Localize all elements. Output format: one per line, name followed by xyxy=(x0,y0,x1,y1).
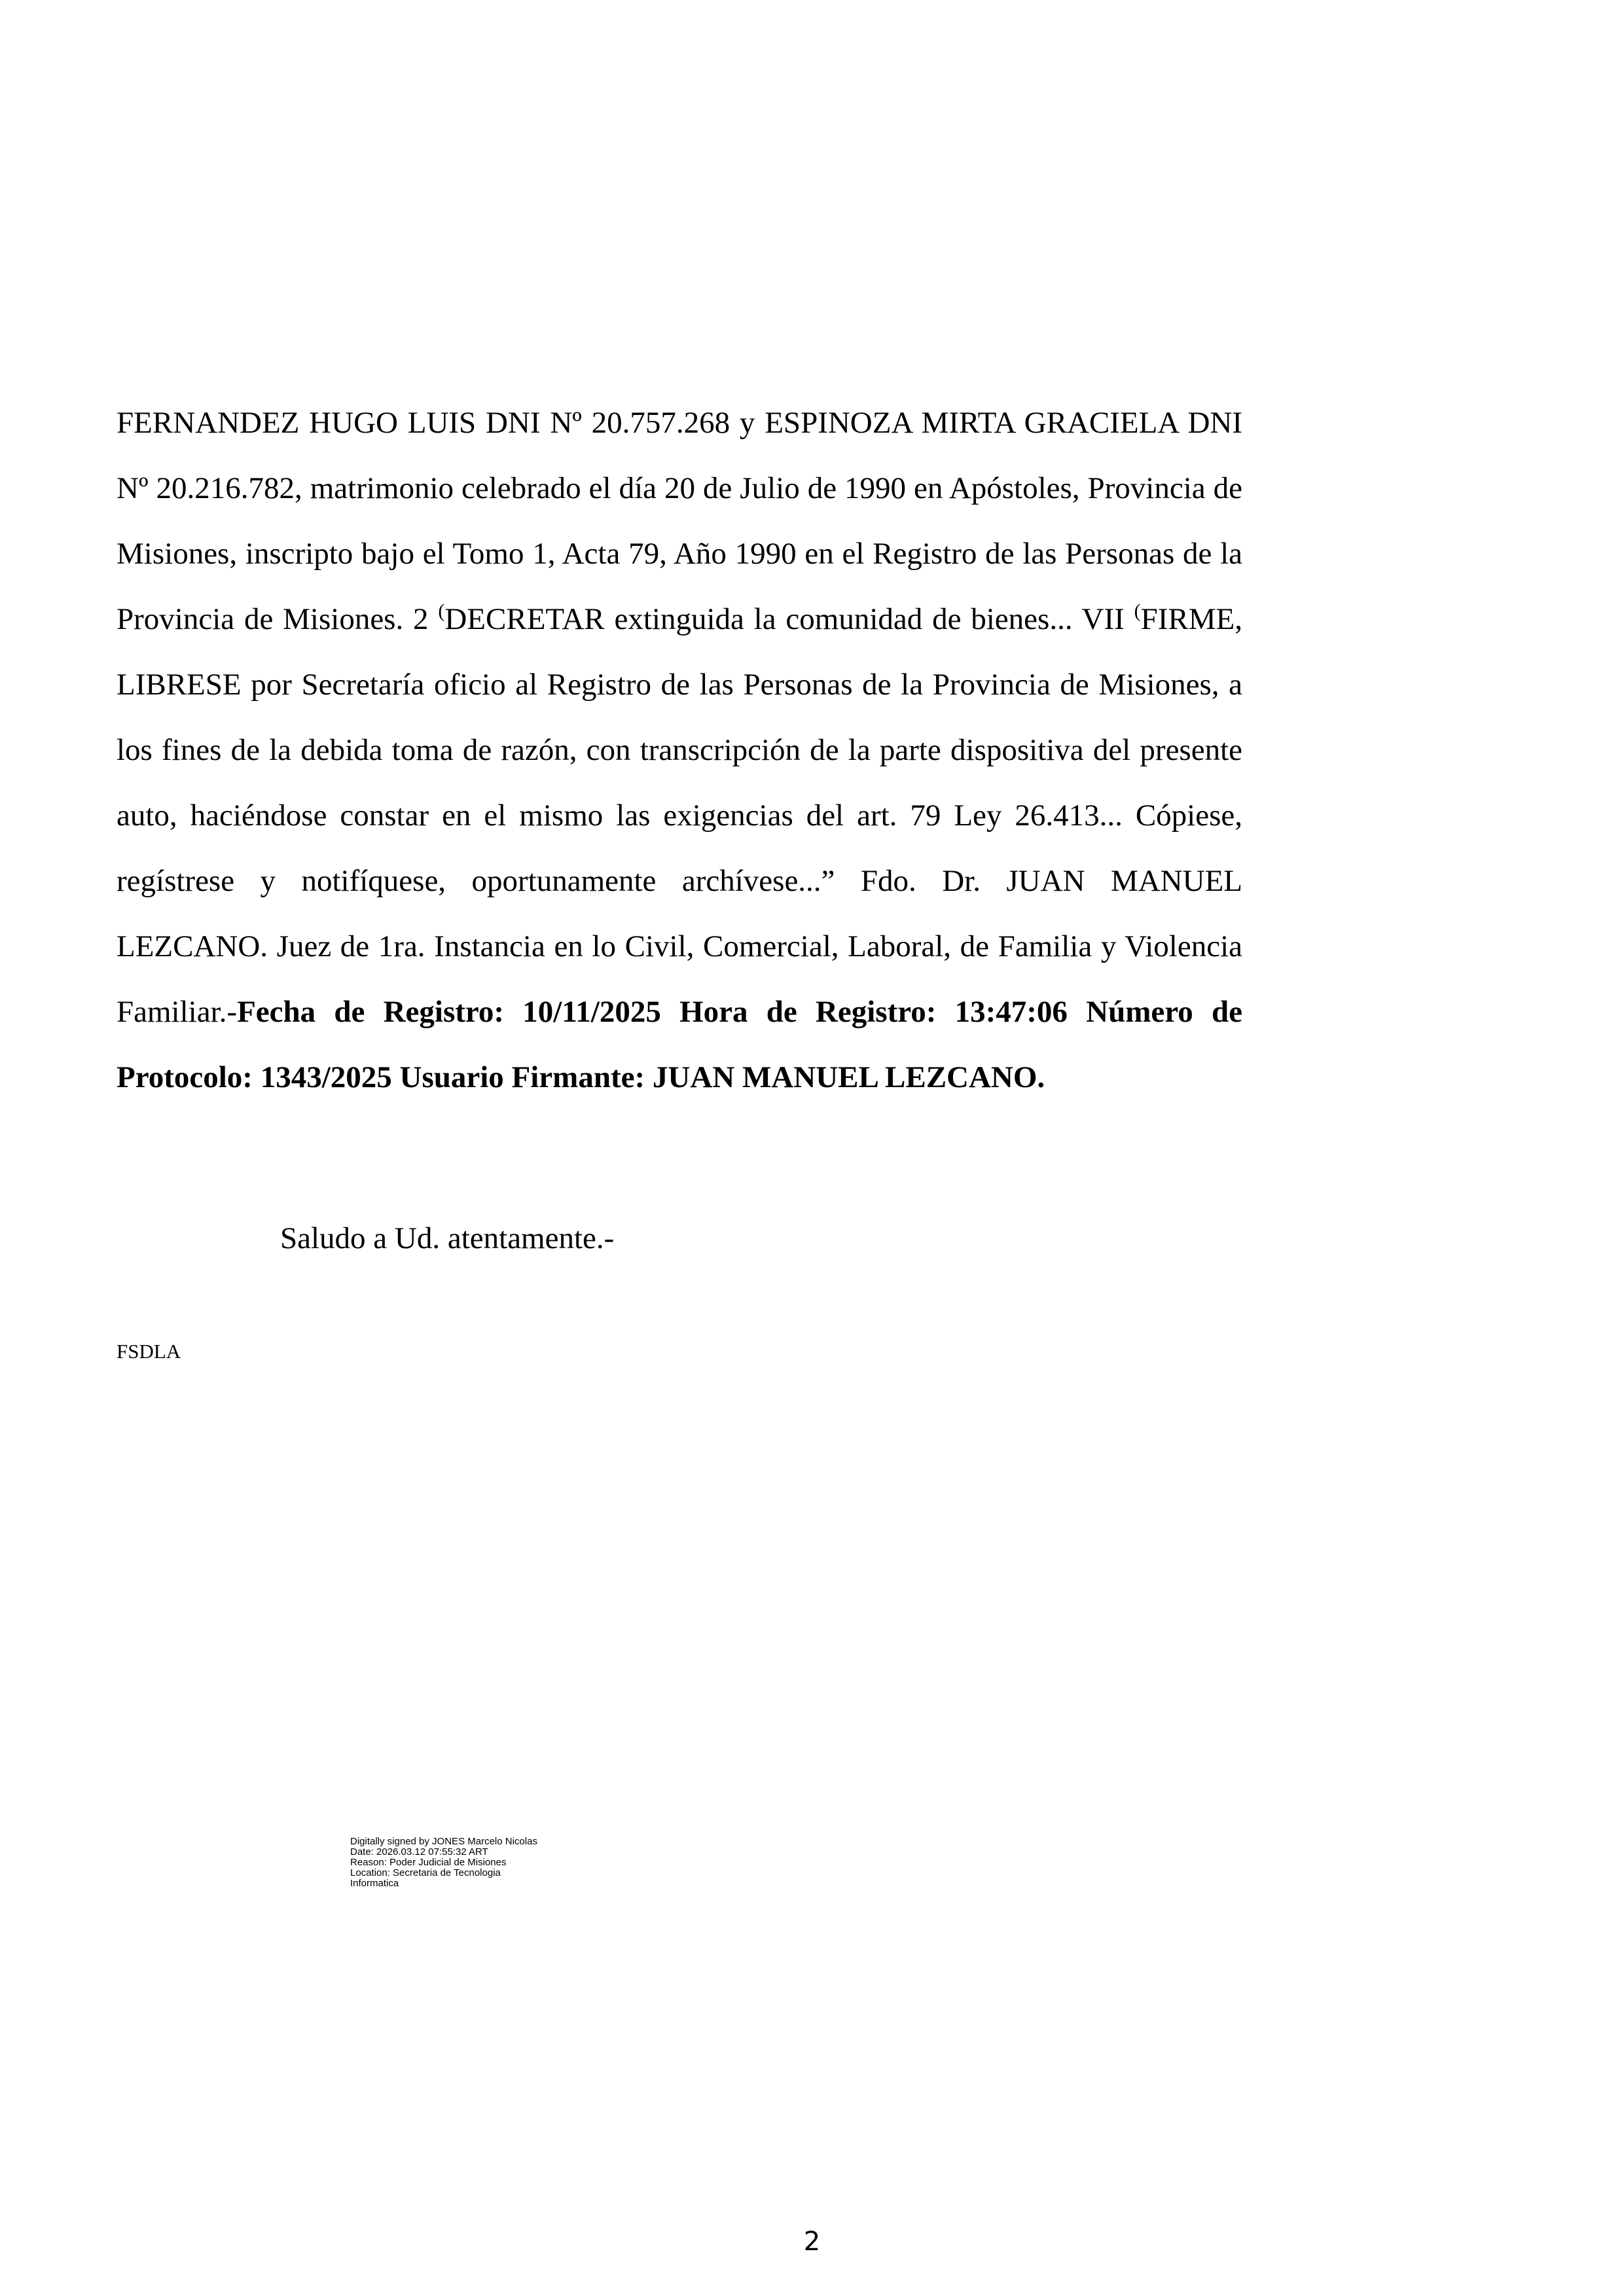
body-paragraph xyxy=(117,390,1242,1110)
registration-details: Fecha de Registro: 10/11/2025 Hora de Registro: 13:47:06 Número de Protocolo: 1343/2025 Usuario Firmante: JUAN MANUEL LEZCANO. xyxy=(117,995,1242,1094)
author-initials: FSDLA xyxy=(117,1340,181,1363)
digital-signature-block xyxy=(350,1837,625,1889)
signature-date: Date: 2026.03.12 07:55:32 ART xyxy=(350,1846,488,1857)
signature-location-cont: Informatica xyxy=(350,1878,399,1889)
signature-location: Location: Secretaria de Tecnologia xyxy=(350,1867,501,1878)
body-text-part-1: FERNANDEZ HUGO LUIS DNI Nº 20.757.268 y ESPINOZA MIRTA GRACIELA DNI Nº 20.216.782, matrimonio celebrado el día 20 de Julio de 1990 en Apóstoles, Provincia de Misiones, inscripto bajo el Tomo 1, Acta 79, Año 1990 en el Registro de las Personas de la Provincia de Misiones. 2 xyxy=(117,406,1242,636)
signature-reason: Reason: Poder Judicial de Misiones xyxy=(350,1857,507,1868)
page-number: 2 xyxy=(803,2227,821,2257)
signature-signed-by: Digitally signed by JONES Marcelo Nicolas xyxy=(350,1836,537,1847)
parenthesis-mark-2: ( xyxy=(1134,600,1141,622)
closing-salutation: Saludo a Ud. atentamente.- xyxy=(280,1221,615,1255)
parenthesis-mark-1: ( xyxy=(438,600,445,622)
body-text-part-3: FIRME, LIBRESE por Secretaría oficio al Registro de las Personas de la Provincia de Misiones, a los fines de la debida toma de razón, con transcripción de la parte dispositiva del presente auto, haciéndose constar en el mismo las exigencias del art. 79 Ley 26.413... Cópiese, regístrese y notifíquese, oportunamente archívese...” Fdo. Dr. JUAN MANUEL LEZCANO. Juez de 1ra. Instancia en lo Civil, Comercial, Laboral, de Familia y Violencia Familiar.- xyxy=(117,602,1242,1029)
body-text-part-2: DECRETAR extinguida la comunidad de bienes... VII xyxy=(444,602,1134,636)
